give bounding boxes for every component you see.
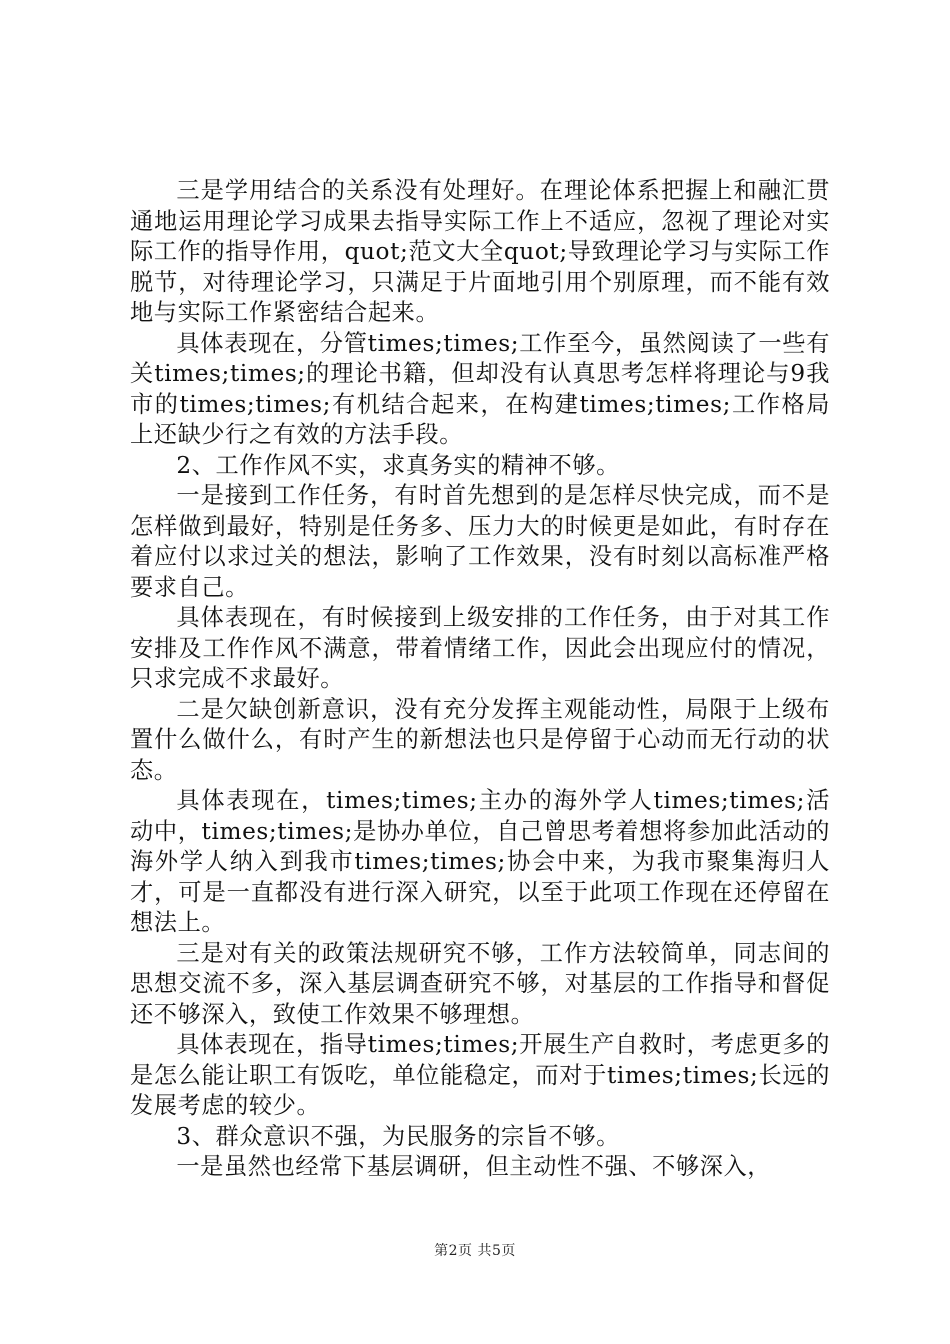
paragraph: 具体表现在，times;times;主办的海外学人times;times;活动中，times;times;是协办单位，自己曾思考着想将参加此活动的海外学人纳入到我市times;times;协会中来，为我市聚集海归人才，可是一直都没有进行深入研究，以至于此项工作现在还停留在想法上。 <box>130 787 830 936</box>
page-footer <box>0 1240 950 1260</box>
paragraph: 三是学用结合的关系没有处理好。在理论体系把握上和融汇贯通地运用理论学习成果去指导实际工作上不适应，忽视了理论对实际工作的指导作用，quot;范文大全quot;导致理论学习与实际工作脱节，对待理论学习，只满足于片面地引用个别原理，而不能有效地与实际工作紧密结合起来。 <box>130 177 830 326</box>
page-number: 第2页 共5页 <box>434 1243 516 1259</box>
paragraph: 二是欠缺创新意识，没有充分发挥主观能动性，局限于上级布置什么做什么，有时产生的新想法也只是停留于心动而无行动的状态。 <box>130 695 830 784</box>
document-body <box>130 176 830 1183</box>
paragraph: 具体表现在，有时候接到上级安排的工作任务，由于对其工作安排及工作作风不满意，带着情绪工作，因此会出现应付的情况，只求完成不求最好。 <box>130 604 830 692</box>
paragraph: 具体表现在，分管times;times;工作至今，虽然阅读了一些有关times;times;的理论书籍，但却没有认真思考怎样将理论与9我市的times;times;有机结合起来，在构建times;times;工作格局上还缺少行之有效的方法手段。 <box>130 329 830 448</box>
section-heading: 2、工作作风不实，求真务实的精神不够。 <box>176 451 620 479</box>
paragraph: 一是虽然也经常下基层调研，但主动性不强、不够深入， <box>176 1153 772 1180</box>
paragraph: 具体表现在，指导times;times;开展生产自救时，考虑更多的是怎么能让职工有饭吃，单位能稳定，而对于times;times;长远的发展考虑的较少。 <box>130 1031 830 1119</box>
section-heading: 3、群众意识不强，为民服务的宗旨不够。 <box>176 1122 620 1150</box>
paragraph: 三是对有关的政策法规研究不够，工作方法较简单，同志间的思想交流不多，深入基层调查研究不够，对基层的工作指导和督促还不够深入，致使工作效果不够理想。 <box>130 939 830 1028</box>
paragraph: 一是接到工作任务，有时首先想到的是怎样尽快完成，而不是怎样做到最好，特别是任务多、压力大的时候更是如此，有时存在着应付以求过关的想法，影响了工作效果，没有时刻以高标准严格要求自己。 <box>130 482 830 601</box>
